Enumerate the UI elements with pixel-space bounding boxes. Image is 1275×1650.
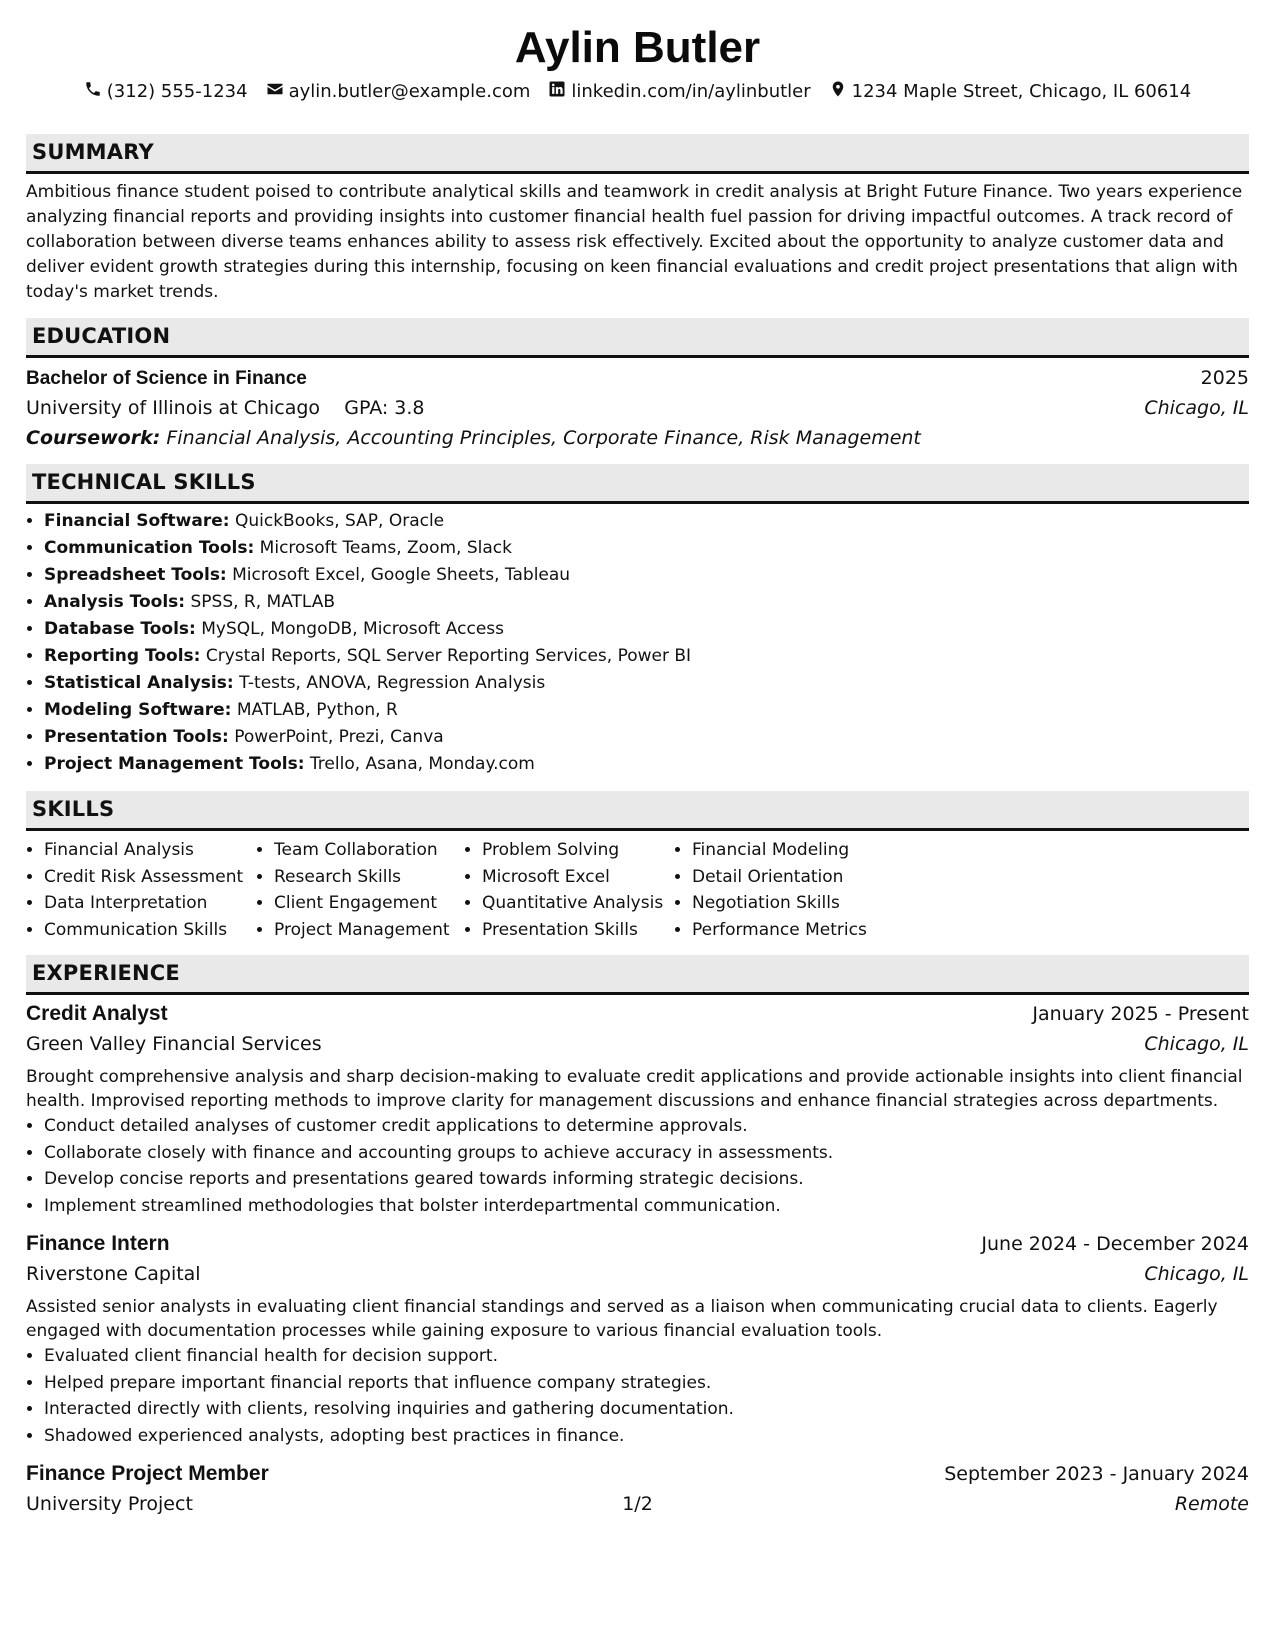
list-item: • Team Collaboration: [274, 837, 464, 864]
skill-category-value: MySQL, MongoDB, Microsoft Access: [201, 619, 504, 639]
list-item: • Performance Metrics: [692, 917, 912, 944]
list-item: • Collaborate closely with finance and accounting groups to achieve accuracy in assessments.: [44, 1140, 1249, 1167]
section-header-technical-skills: TECHNICAL SKILLS: [26, 464, 1249, 504]
list-item: • Implement streamlined methodologies that bolster interdepartmental communication.: [44, 1193, 1249, 1220]
list-item: [44, 724, 1249, 751]
job-entry-finance-intern: [26, 1229, 1249, 1449]
job-company-row: [26, 1029, 1249, 1059]
linkedin-link[interactable]: linkedin.com/in/aylinbutler: [571, 80, 811, 102]
list-item: [44, 508, 1249, 535]
list-item: • Negotiation Skills: [692, 890, 912, 917]
section-header-skills: SKILLS: [26, 791, 1249, 831]
list-item: • Microsoft Excel: [482, 864, 674, 891]
job-dates: September 2023 - January 2024: [944, 1463, 1249, 1485]
skills-column-3: [464, 837, 674, 943]
skill-category-value: PowerPoint, Prezi, Canva: [234, 727, 444, 747]
contact-bar: [26, 78, 1249, 104]
coursework-label: Coursework:: [26, 427, 161, 449]
list-item: • Interacted directly with clients, resolving inquiries and gathering documentation.: [44, 1396, 1249, 1423]
coursework-list: Financial Analysis, Accounting Principles, Corporate Finance, Risk Management: [166, 427, 921, 449]
linkedin-icon: [548, 80, 566, 103]
job-title: Finance Project Member: [26, 1462, 269, 1485]
skills-grid: [26, 837, 1249, 943]
list-item: [44, 670, 1249, 697]
job-description: Brought comprehensive analysis and sharp decision-making to evaluate credit applications and provide actionable insights into client financial health. Improvised reporting methods to improve clarity for management discussions and enhance financial strategies across departments.: [26, 1067, 1243, 1111]
list-item: • Detail Orientation: [692, 864, 912, 891]
skill-category-label: Modeling Software:: [44, 700, 232, 720]
job-title-row: [26, 999, 1249, 1029]
envelope-icon: [266, 80, 284, 103]
summary-text: Ambitious finance student poised to contribute analytical skills and teamwork in credit analysis at Bright Future Finance. Two years experience analyzing financial reports and providing insights into customer financial health fuel passion for driving impactful outcomes. A track record of collaboration between diverse teams enhances ability to assess risk effectively. Excited about the opportunity to analyze customer data and deliver evident growth strategies during this internship, focusing on keen financial evaluations and credit project presentations that align with today's market trends.: [26, 182, 1243, 302]
contact-phone: [84, 80, 248, 103]
job-dates: January 2025 - Present: [1032, 1003, 1249, 1025]
skill-category-label: Financial Software:: [44, 511, 230, 531]
list-item: • Problem Solving: [482, 837, 674, 864]
skill-category-value: MATLAB, Python, R: [236, 700, 398, 720]
skill-category-value: Microsoft Teams, Zoom, Slack: [259, 538, 512, 558]
school-location: Chicago, IL: [1144, 397, 1249, 419]
list-item: • Helped prepare important financial reports that influence company strategies.: [44, 1370, 1249, 1397]
list-item: • Conduct detailed analyses of customer credit applications to determine approvals.: [44, 1113, 1249, 1140]
skill-category-value: QuickBooks, SAP, Oracle: [234, 511, 445, 531]
job-company: Riverstone Capital: [26, 1263, 201, 1285]
list-item: [44, 697, 1249, 724]
job-title: Credit Analyst: [26, 1002, 168, 1025]
page-number: 1/2: [622, 1493, 653, 1515]
skill-category-label: Communication Tools:: [44, 538, 255, 558]
skill-category-label: Statistical Analysis:: [44, 673, 234, 693]
job-company: Green Valley Financial Services: [26, 1033, 322, 1055]
list-item: • Client Engagement: [274, 890, 464, 917]
address-text: 1234 Maple Street, Chicago, IL 60614: [851, 80, 1192, 102]
list-item: [44, 562, 1249, 589]
list-item: [44, 589, 1249, 616]
list-item: [44, 643, 1249, 670]
coursework-line: [26, 423, 1249, 453]
candidate-name: Aylin Butler: [514, 23, 761, 72]
list-item: • Project Management: [274, 917, 464, 944]
job-bullets: [26, 1343, 1249, 1449]
skill-category-value: Crystal Reports, SQL Server Reporting Services, Power BI: [205, 646, 692, 666]
map-pin-icon: [829, 80, 847, 103]
skill-category-label: Reporting Tools:: [44, 646, 201, 666]
skill-category-value: SPSS, R, MATLAB: [190, 592, 336, 612]
skill-category-label: Spreadsheet Tools:: [44, 565, 227, 585]
list-item: • Evaluated client financial health for decision support.: [44, 1343, 1249, 1370]
job-location: Chicago, IL: [1144, 1263, 1249, 1285]
list-item: [44, 751, 1249, 778]
section-header-education: EDUCATION: [26, 318, 1249, 358]
skill-category-label: Analysis Tools:: [44, 592, 186, 612]
skill-category-value: Microsoft Excel, Google Sheets, Tableau: [232, 565, 571, 585]
skills-column-4: [674, 837, 912, 943]
job-location: Remote: [1174, 1493, 1249, 1515]
list-item: • Quantitative Analysis: [482, 890, 674, 917]
job-dates: June 2024 - December 2024: [981, 1233, 1249, 1255]
list-item: [44, 535, 1249, 562]
skill-category-value: T-tests, ANOVA, Regression Analysis: [239, 673, 546, 693]
section-header-summary: SUMMARY: [26, 134, 1249, 174]
phone-icon: [84, 80, 102, 103]
list-item: • Data Interpretation: [44, 890, 256, 917]
school-name: University of Illinois at Chicago: [26, 397, 321, 419]
job-title: Finance Intern: [26, 1232, 170, 1255]
skills-column-1: [26, 837, 256, 943]
list-item: • Financial Analysis: [44, 837, 256, 864]
skill-category-value: Trello, Asana, Monday.com: [309, 754, 535, 774]
education-entry: [26, 363, 1249, 453]
list-item: • Credit Risk Assessment: [44, 864, 256, 891]
skill-category-label: Presentation Tools:: [44, 727, 229, 747]
job-location: Chicago, IL: [1144, 1033, 1249, 1055]
skill-category-label: Database Tools:: [44, 619, 196, 639]
list-item: [44, 616, 1249, 643]
list-item: • Research Skills: [274, 864, 464, 891]
section-header-experience: EXPERIENCE: [26, 955, 1249, 995]
education-degree-row: [26, 363, 1249, 393]
list-item: • Presentation Skills: [482, 917, 674, 944]
skill-category-label: Project Management Tools:: [44, 754, 305, 774]
list-item: • Communication Skills: [44, 917, 256, 944]
job-entry-credit-analyst: [26, 999, 1249, 1219]
job-title-row: [26, 1459, 1249, 1489]
list-item: • Shadowed experienced analysts, adopting best practices in finance.: [44, 1423, 1249, 1450]
resume-page: [26, 0, 1249, 1519]
gpa: GPA: 3.8: [344, 397, 425, 419]
job-company: University Project: [26, 1493, 193, 1515]
phone-text: (312) 555-1234: [106, 80, 248, 102]
job-bullets: [26, 1113, 1249, 1219]
contact-linkedin[interactable]: [548, 80, 810, 103]
graduation-year: 2025: [1200, 367, 1249, 389]
job-title-row: [26, 1229, 1249, 1259]
contact-email[interactable]: [266, 80, 531, 103]
skills-column-2: [256, 837, 464, 943]
education-school-row: [26, 393, 1249, 423]
list-item: • Develop concise reports and presentations geared towards informing strategic decisions.: [44, 1166, 1249, 1193]
list-item: • Financial Modeling: [692, 837, 912, 864]
job-description: Assisted senior analysts in evaluating client financial standings and served as a liaison when communicating crucial data to clients. Eagerly engaged with documentation processes while gaining exposure to various financial evaluation tools.: [26, 1297, 1218, 1341]
contact-address: [829, 80, 1192, 103]
degree-title: Bachelor of Science in Finance: [26, 368, 307, 389]
technical-skills-list: [26, 508, 1249, 778]
school-info: [26, 393, 425, 423]
job-company-row: [26, 1259, 1249, 1289]
email-link[interactable]: aylin.butler@example.com: [288, 80, 531, 102]
